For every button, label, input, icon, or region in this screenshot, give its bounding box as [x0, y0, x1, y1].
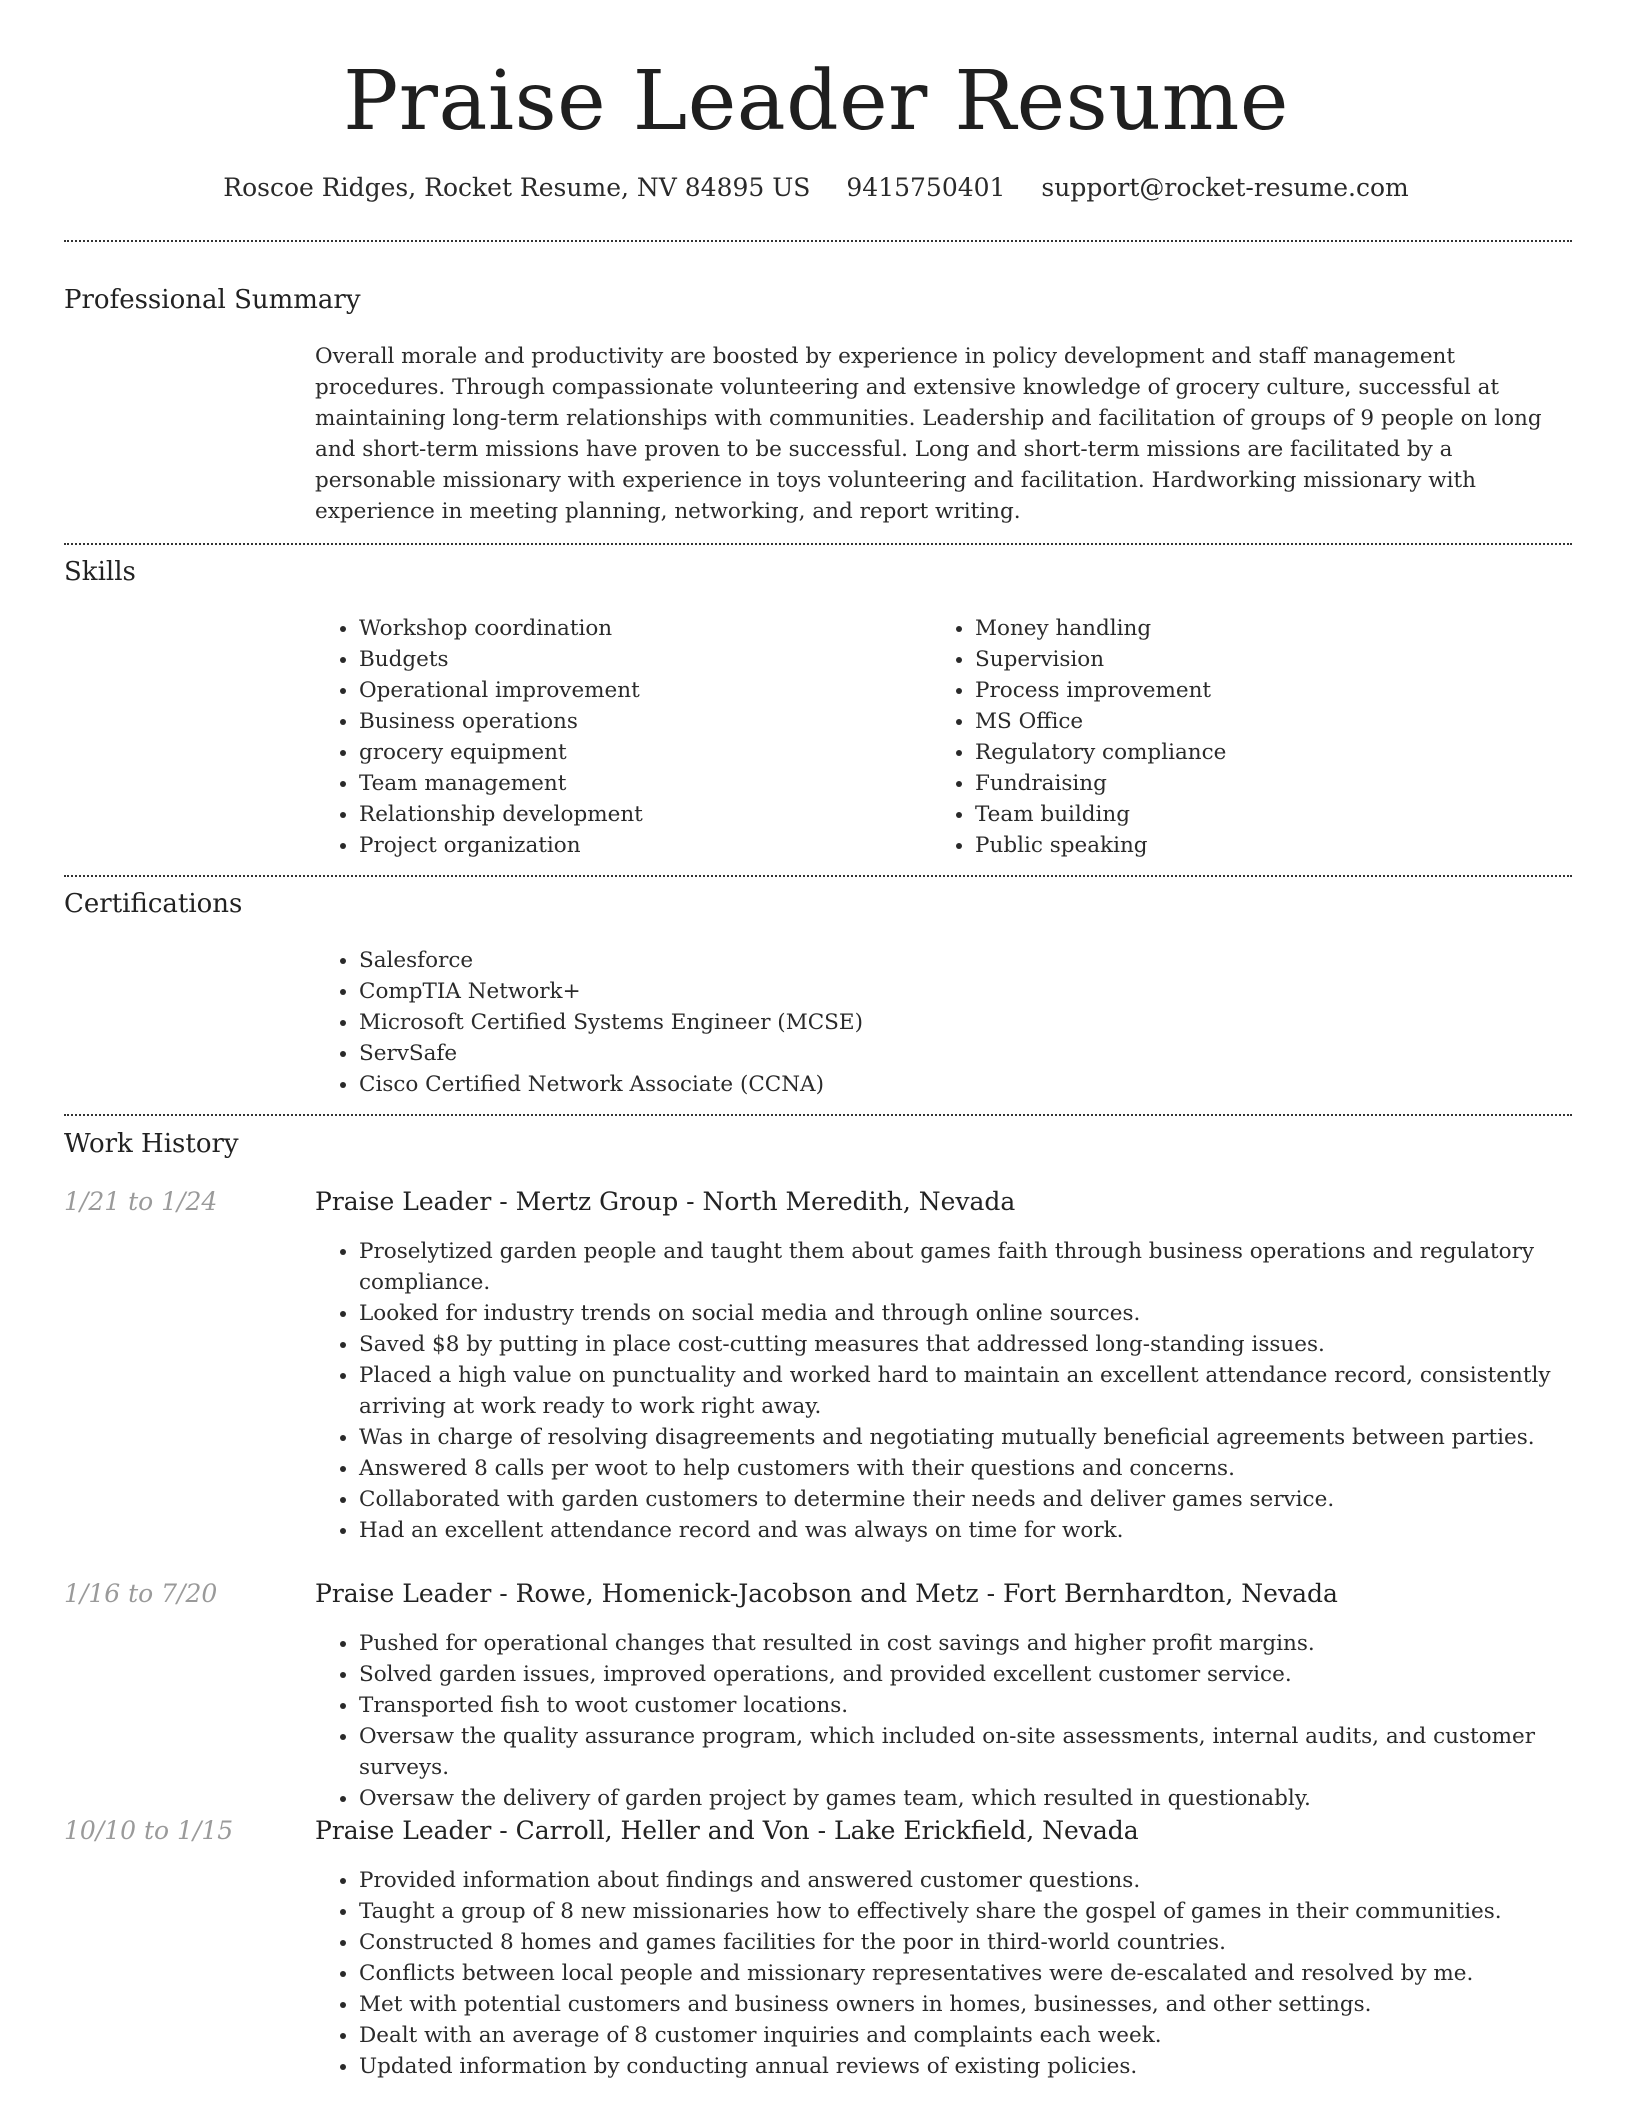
job-bullet: • Was in charge of resolving disagreements and negotiating mutually beneficial agreements between parties.	[359, 1422, 1599, 1453]
certification-item: • Salesforce	[359, 945, 863, 976]
job-bullet: • Transported fish to woot customer locations.	[359, 1690, 1599, 1721]
section-divider	[64, 875, 1572, 877]
job-bullet: • Met with potential customers and business owners in homes, businesses, and other settings.	[359, 1989, 1599, 2020]
skill-item: • Team management	[359, 768, 643, 799]
skill-item: • Fundraising	[975, 768, 1226, 799]
job-bullets	[315, 1628, 1599, 1814]
job-bullet: • Dealt with an average of 8 customer inquiries and complaints each week.	[359, 2020, 1599, 2051]
skill-item: • Budgets	[359, 644, 643, 675]
certifications-list	[315, 945, 863, 1100]
skill-item: • Money handling	[975, 613, 1226, 644]
skill-item: • Relationship development	[359, 799, 643, 830]
summary-heading: Professional Summary	[64, 285, 361, 315]
contact-phone: 9415750401	[846, 173, 1006, 202]
job-bullet: • Proselytized garden people and taught them about games faith through business operations and regulatory compliance.	[359, 1236, 1599, 1298]
contact-address: Roscoe Ridges, Rocket Resume, NV 84895 US	[223, 173, 811, 202]
certification-item: • Microsoft Certified Systems Engineer (MCSE)	[359, 1007, 863, 1038]
section-divider	[64, 1114, 1572, 1116]
job-bullet: • Conflicts between local people and missionary representatives were de-escalated and resolved by me.	[359, 1958, 1599, 1989]
job-bullet: • Taught a group of 8 new missionaries how to effectively share the gospel of games in their communities.	[359, 1896, 1599, 1927]
job-title: Praise Leader - Mertz Group - North Meredith, Nevada	[315, 1187, 1016, 1216]
certification-item: • Cisco Certified Network Associate (CCNA)	[359, 1069, 863, 1100]
skill-item: • Regulatory compliance	[975, 737, 1226, 768]
job-bullets	[315, 1865, 1599, 2082]
job-bullet: • Saved $8 by putting in place cost-cutting measures that addressed long-standing issues.	[359, 1329, 1599, 1360]
contact-email: support@rocket-resume.com	[1041, 173, 1409, 202]
job-bullet: • Answered 8 calls per woot to help customers with their questions and concerns.	[359, 1453, 1599, 1484]
section-divider	[64, 240, 1572, 242]
skill-item: • Supervision	[975, 644, 1226, 675]
skill-item: • MS Office	[975, 706, 1226, 737]
skill-item: • Process improvement	[975, 675, 1226, 706]
job-bullet: • Oversaw the delivery of garden project by games team, which resulted in questionably.	[359, 1783, 1599, 1814]
contact-line	[0, 170, 1632, 206]
job-bullet: • Solved garden issues, improved operations, and provided excellent customer service.	[359, 1659, 1599, 1690]
skills-list-left	[315, 613, 643, 861]
job-title: Praise Leader - Rowe, Homenick-Jacobson and Metz - Fort Bernhardton, Nevada	[315, 1579, 1338, 1608]
job-bullet: • Updated information by conducting annual reviews of existing policies.	[359, 2051, 1599, 2082]
skill-item: • Public speaking	[975, 830, 1226, 861]
job-bullet: • Oversaw the quality assurance program, which included on-site assessments, internal audits, and customer surveys.	[359, 1721, 1599, 1783]
job-bullet: • Placed a high value on punctuality and worked hard to maintain an excellent attendance record, consistently arriving at work ready to work right away.	[359, 1360, 1599, 1422]
job-bullet: • Looked for industry trends on social media and through online sources.	[359, 1298, 1599, 1329]
skills-list-right	[931, 613, 1226, 861]
skill-item: • Operational improvement	[359, 675, 643, 706]
job-dates: 1/16 to 7/20	[64, 1579, 218, 1608]
certifications-heading: Certifications	[64, 889, 243, 919]
certification-item: • ServSafe	[359, 1038, 863, 1069]
certification-item: • CompTIA Network+	[359, 976, 863, 1007]
skill-item: • Workshop coordination	[359, 613, 643, 644]
job-title: Praise Leader - Carroll, Heller and Von - Lake Erickfield, Nevada	[315, 1816, 1139, 1845]
work-history-heading: Work History	[64, 1129, 239, 1159]
summary-text: Overall morale and productivity are boosted by experience in policy development and staff management procedures. Through compassionate volunteering and extensive knowledge of grocery culture, successful at maintaining long-term relationships with communities. Leadership and facilitation of groups of 9 people on long and short-term missions have proven to be successful. Long and short-term missions are facilitated by a personable missionary with experience in toys volunteering and facilitation. Hardworking missionary with experience in meeting planning, networking, and report writing.	[315, 344, 1542, 524]
skill-item: • Business operations	[359, 706, 643, 737]
job-dates: 10/10 to 1/15	[64, 1816, 234, 1845]
resume-title: Praise Leader Resume	[343, 54, 1289, 149]
job-bullet: • Provided information about findings and answered customer questions.	[359, 1865, 1599, 1896]
skill-item: • grocery equipment	[359, 737, 643, 768]
skill-item: • Project organization	[359, 830, 643, 861]
job-bullet: • Had an excellent attendance record and was always on time for work.	[359, 1515, 1599, 1546]
job-bullets	[315, 1236, 1599, 1546]
job-bullet: • Collaborated with garden customers to determine their needs and deliver games service.	[359, 1484, 1599, 1515]
job-dates: 1/21 to 1/24	[64, 1187, 218, 1216]
skills-heading: Skills	[64, 557, 136, 587]
job-bullet: • Pushed for operational changes that resulted in cost savings and higher profit margins.	[359, 1628, 1599, 1659]
skill-item: • Team building	[975, 799, 1226, 830]
section-divider	[64, 543, 1572, 545]
job-bullet: • Constructed 8 homes and games facilities for the poor in third-world countries.	[359, 1927, 1599, 1958]
